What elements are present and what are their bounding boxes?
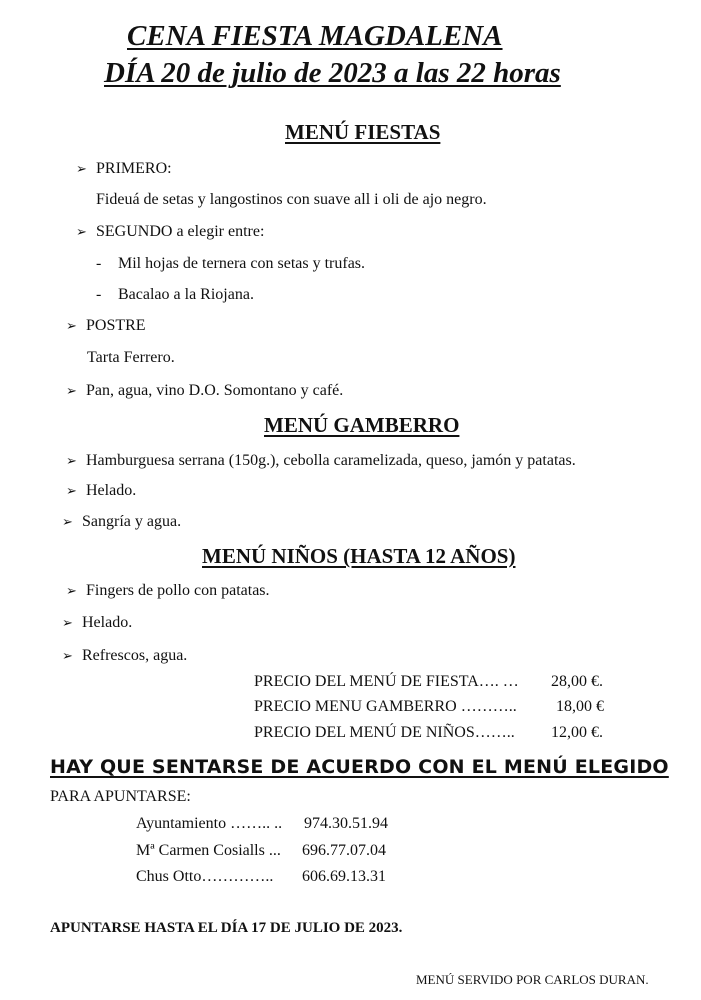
menu-gamberro-heading: MENÚ GAMBERRO (264, 413, 460, 437)
postre-item (66, 317, 146, 335)
price-gamberro-value: 18,00 € (556, 698, 604, 715)
arrow-bullet-icon: ➢ (66, 319, 77, 334)
arrow-bullet-icon: ➢ (62, 649, 73, 664)
primero-item (76, 160, 172, 178)
ninos-item-label: Refrescos, agua. (82, 647, 188, 664)
event-date: DÍA 20 de julio de 2023 a las 22 horas (104, 57, 561, 89)
menu-fiestas-heading: MENÚ FIESTAS (285, 120, 441, 144)
price-fiesta-label: PRECIO DEL MENÚ DE FIESTA…. … (254, 673, 519, 690)
ninos-item (66, 582, 270, 600)
segundo-label: SEGUNDO a elegir entre: (96, 223, 265, 240)
seating-notice: HAY QUE SENTARSE DE ACUERDO CON EL MENÚ ELEGIDO (50, 756, 669, 778)
contact-name: Ayuntamiento …….. .. (136, 815, 283, 832)
arrow-bullet-icon: ➢ (76, 162, 87, 177)
contact-phone: 974.30.51.94 (304, 815, 388, 832)
price-ninos-value: 12,00 €. (551, 724, 603, 741)
segundo-item (76, 223, 264, 241)
arrow-bullet-icon: ➢ (66, 484, 77, 499)
price-gamberro-label: PRECIO MENU GAMBERRO ……….. (254, 698, 517, 715)
signup-label: PARA APUNTARSE: (50, 788, 191, 805)
gamberro-item (66, 452, 576, 470)
ninos-item (62, 647, 187, 665)
extras-item (66, 382, 343, 400)
ninos-item (62, 614, 132, 632)
postre-dish: Tarta Ferrero. (87, 349, 175, 366)
contact-phone: 606.69.13.31 (302, 868, 386, 885)
postre-label: POSTRE (86, 317, 146, 334)
ninos-item-label: Helado. (82, 614, 133, 631)
primero-dish: Fideuá de setas y langostinos con suave all i oli de ajo negro. (96, 191, 487, 208)
ninos-item-label: Fingers de pollo con patatas. (86, 582, 270, 599)
arrow-bullet-icon: ➢ (66, 384, 77, 399)
dash-bullet: - (96, 286, 102, 303)
gamberro-item (62, 513, 181, 531)
dash-bullet: - (96, 255, 102, 272)
gamberro-item (66, 482, 136, 500)
contact-name: Chus Otto………….. (136, 868, 274, 885)
arrow-bullet-icon: ➢ (66, 584, 77, 599)
event-title: CENA FIESTA MAGDALENA (127, 20, 503, 52)
segundo-option (96, 286, 254, 304)
gamberro-item-label: Sangría y agua. (82, 513, 182, 530)
arrow-bullet-icon: ➢ (66, 454, 77, 469)
arrow-bullet-icon: ➢ (62, 616, 73, 631)
contact-name: Mª Carmen Cosialls ... (136, 842, 281, 859)
segundo-option-label: Mil hojas de ternera con setas y trufas. (118, 255, 366, 272)
segundo-option-label: Bacalao a la Riojana. (118, 286, 254, 303)
contact-phone: 696.77.07.04 (302, 842, 386, 859)
gamberro-item-label: Hamburguesa serrana (150g.), cebolla caramelizada, queso, jamón y patatas. (86, 452, 576, 469)
menu-ninos-heading: MENÚ NIÑOS (HASTA 12 AÑOS) (202, 544, 516, 568)
arrow-bullet-icon: ➢ (76, 225, 87, 240)
segundo-option (96, 255, 365, 273)
gamberro-item-label: Helado. (86, 482, 137, 499)
price-ninos-label: PRECIO DEL MENÚ DE NIÑOS…….. (254, 724, 515, 741)
extras-label: Pan, agua, vino D.O. Somontano y café. (86, 382, 344, 399)
arrow-bullet-icon: ➢ (62, 515, 73, 530)
signup-deadline: APUNTARSE HASTA EL DÍA 17 DE JULIO DE 2023. (50, 920, 403, 936)
catering-credit: MENÚ SERVIDO POR CARLOS DURAN. (416, 972, 649, 987)
price-fiesta-value: 28,00 €. (551, 673, 603, 690)
primero-label: PRIMERO: (96, 160, 172, 177)
